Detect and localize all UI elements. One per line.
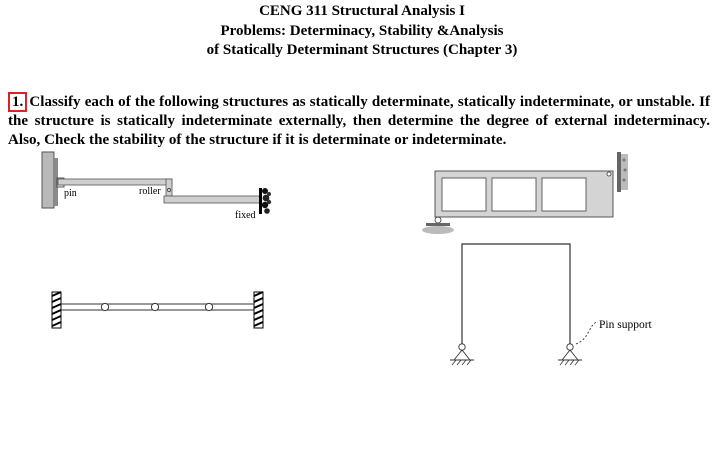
bottom-left-support xyxy=(422,217,454,234)
fixed-support xyxy=(259,188,271,214)
figure-beam-pin-roller-fixed xyxy=(38,150,278,230)
figure-beam-hinges xyxy=(46,286,276,336)
chapter-title: of Statically Determinant Structures (Chapter 3) xyxy=(206,42,518,58)
question-number: 1. xyxy=(8,92,27,112)
panel-frame xyxy=(435,171,613,217)
course-title: CENG 311 Structural Analysis I xyxy=(259,3,465,19)
document-header xyxy=(0,2,724,61)
fixed-label: fixed xyxy=(235,210,256,221)
left-fixed-end xyxy=(52,292,61,328)
pin-support-leader xyxy=(576,322,598,344)
lower-beam xyxy=(164,196,260,203)
question-text: Classify each of the following structures as statically determinate, statically indeterminate, or unstable. If the structure is statically indeterminate externally, then determine the degree of external indeterminacy. Also, Check the stability of the structure if it is determinate or indeterminate. xyxy=(8,94,710,148)
upper-beam xyxy=(58,179,172,185)
hinged-beam xyxy=(61,303,254,310)
pin-label: pin xyxy=(64,188,77,199)
right-pin-support xyxy=(558,344,582,365)
problems-title: Problems: Determinacy, Stability &Analysis xyxy=(220,22,504,39)
roller-label: roller xyxy=(139,186,161,197)
question-1 xyxy=(8,92,710,149)
right-wall-support xyxy=(617,152,628,192)
right-fixed-end xyxy=(254,292,263,328)
pin-support-label: Pin support xyxy=(599,319,652,331)
portal-frame xyxy=(462,244,570,344)
roller-support xyxy=(166,179,172,196)
left-pin-support xyxy=(450,344,474,365)
figure-portal-frame xyxy=(440,236,680,366)
figure-panel-frame xyxy=(420,150,640,236)
left-wall xyxy=(42,152,54,208)
